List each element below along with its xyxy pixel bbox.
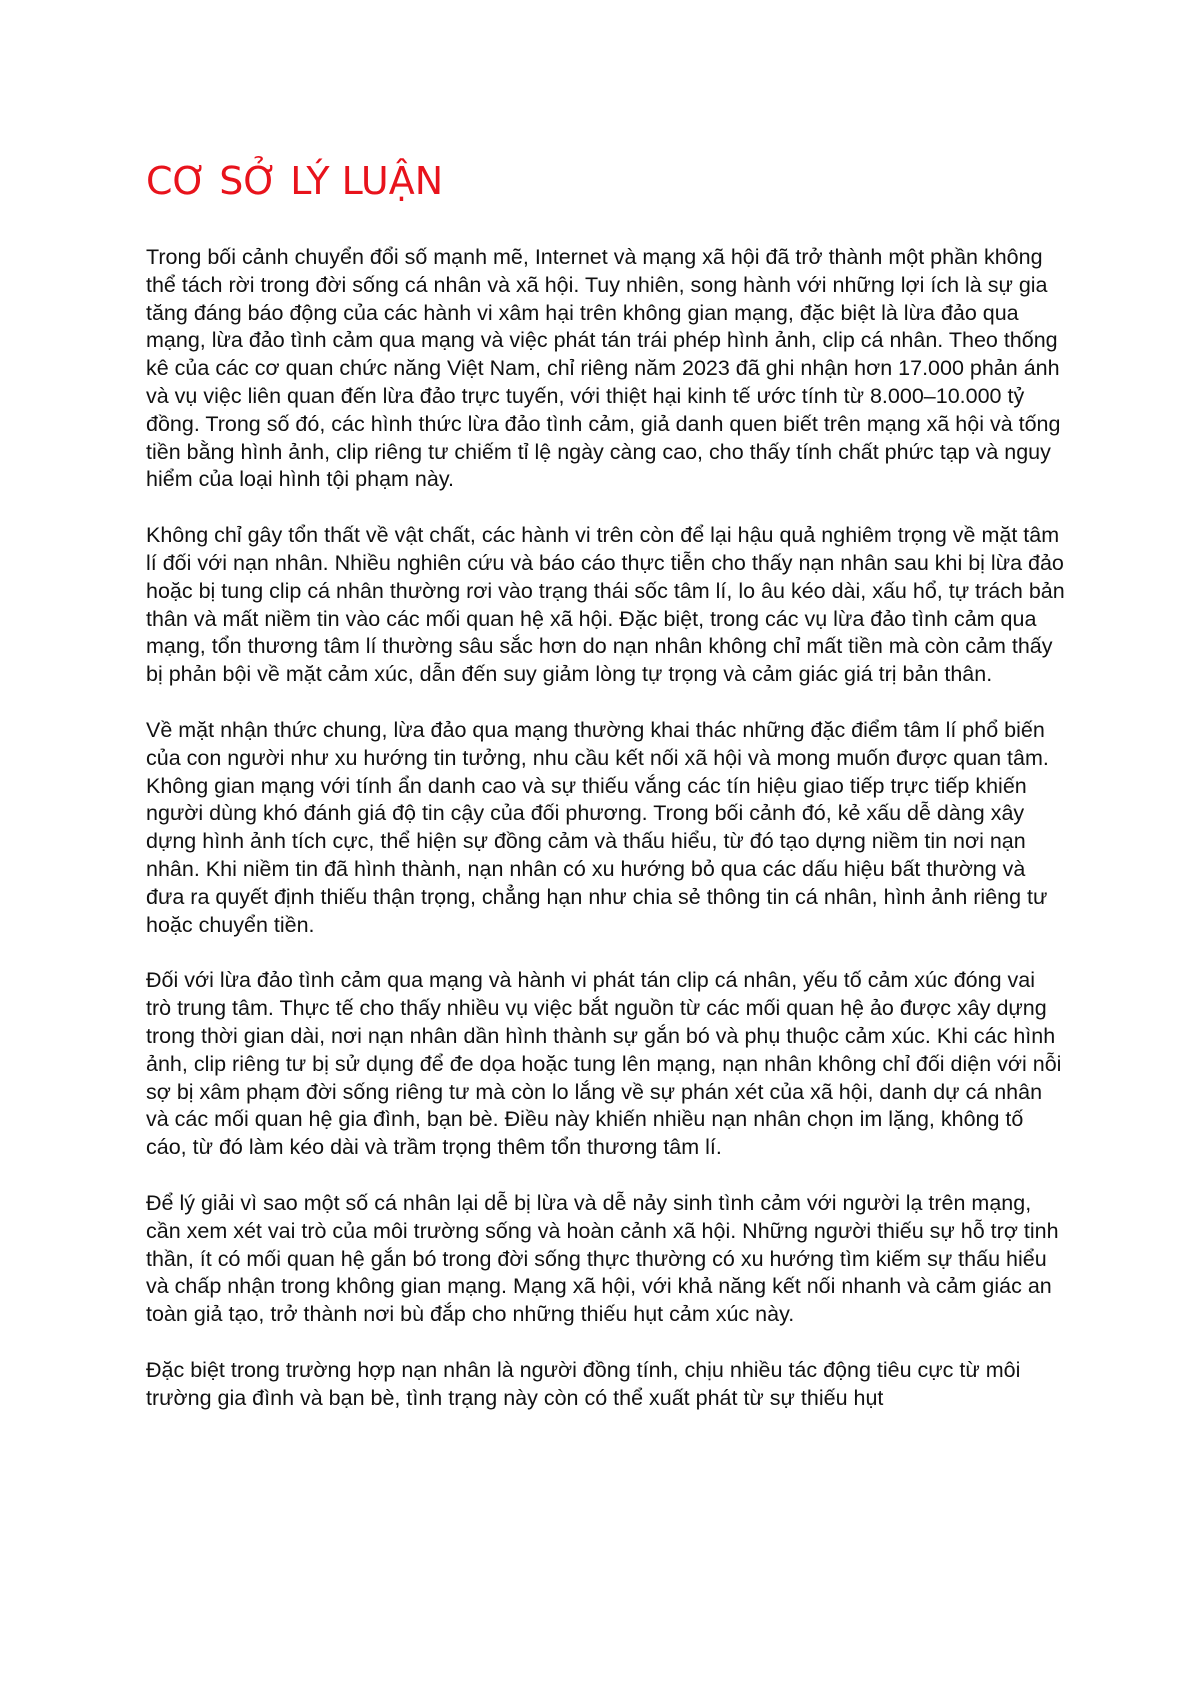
document-title: CƠ SỞ LÝ LUẬN	[146, 159, 444, 203]
paragraph: Đối với lừa đảo tình cảm qua mạng và hành vi phát tán clip cá nhân, yếu tố cảm xúc đóng vai trò trung tâm. Thực tế cho thấy nhiều vụ việc bắt nguồn từ các mối quan hệ ảo được xây dựng trong thời gian dài, nơi nạn nhân dần hình thành sự gắn bó và phụ thuộc cảm xúc. Khi các hình ảnh, clip riêng tư bị sử dụng để đe dọa hoặc tung lên mạng, nạn nhân không chỉ đối diện với nỗi sợ bị xâm phạm đời sống riêng tư mà còn lo lắng về sự phán xét của xã hội, danh dự cá nhân và các mối quan hệ gia đình, bạn bè. Điều này khiến nhiều nạn nhân chọn im lặng, không tố cáo, từ đó làm kéo dài và trầm trọng thêm tổn thương tâm lí.	[146, 968, 1062, 1160]
paragraph: Để lý giải vì sao một số cá nhân lại dễ bị lừa và dễ nảy sinh tình cảm với người lạ trên mạng, cần xem xét vai trò của môi trường sống và hoàn cảnh xã hội. Những người thiếu sự hỗ trợ tinh thần, ít có mối quan hệ gắn bó trong đời sống thực thường có xu hướng tìm kiếm sự thấu hiểu và chấp nhận trong không gian mạng. Mạng xã hội, với khả năng kết nối nhanh và cảm giác an toàn giả tạo, trở thành nơi bù đắp cho những thiếu hụt cảm xúc này.	[146, 1190, 1059, 1327]
document-body	[146, 244, 1066, 1440]
paragraph: Không chỉ gây tổn thất về vật chất, các hành vi trên còn để lại hậu quả nghiêm trọng về mặt tâm lí đối với nạn nhân. Nhiều nghiên cứu và báo cáo thực tiễn cho thấy nạn nhân sau khi bị lừa đảo hoặc bị tung clip cá nhân thường rơi vào trạng thái sốc tâm lí, lo âu kéo dài, xấu hổ, tự trách bản thân và mất niềm tin vào các mối quan hệ xã hội. Đặc biệt, trong các vụ lừa đảo tình cảm qua mạng, tổn thương tâm lí thường sâu sắc hơn do nạn nhân không chỉ mất tiền mà còn cảm thấy bị phản bội về mặt cảm xúc, dẫn đến suy giảm lòng tự trọng và cảm giác giá trị bản thân.	[146, 523, 1065, 687]
paragraph: Trong bối cảnh chuyển đổi số mạnh mẽ, Internet và mạng xã hội đã trở thành một phần không thể tách rời trong đời sống cá nhân và xã hội. Tuy nhiên, song hành với những lợi ích là sự gia tăng đáng báo động của các hành vi xâm hại trên không gian mạng, đặc biệt là lừa đảo qua mạng, lừa đảo tình cảm qua mạng và việc phát tán trái phép hình ảnh, clip cá nhân. Theo thống kê của các cơ quan chức năng Việt Nam, chỉ riêng năm 2023 đã ghi nhận hơn 17.000 phản ánh và vụ việc liên quan đến lừa đảo trực tuyến, với thiệt hại kinh tế ước tính từ 8.000–10.000 tỷ đồng. Trong số đó, các hình thức lừa đảo tình cảm, giả danh quen biết trên mạng xã hội và tống tiền bằng hình ảnh, clip riêng tư chiếm tỉ lệ ngày càng cao, cho thấy tính chất phức tạp và nguy hiểm của loại hình tội phạm này.	[146, 245, 1061, 492]
paragraph: Về mặt nhận thức chung, lừa đảo qua mạng thường khai thác những đặc điểm tâm lí phổ biến của con người như xu hướng tin tưởng, nhu cầu kết nối xã hội và mong muốn được quan tâm. Không gian mạng với tính ẩn danh cao và sự thiếu vắng các tín hiệu giao tiếp trực tiếp khiến người dùng khó đánh giá độ tin cậy của đối phương. Trong bối cảnh đó, kẻ xấu dễ dàng xây dựng hình ảnh tích cực, thể hiện sự đồng cảm và thấu hiểu, từ đó tạo dựng niềm tin nơi nạn nhân. Khi niềm tin đã hình thành, nạn nhân có xu hướng bỏ qua các dấu hiệu bất thường và đưa ra quyết định thiếu thận trọng, chẳng hạn như chia sẻ thông tin cá nhân, hình ảnh riêng tư hoặc chuyển tiền.	[146, 717, 1049, 937]
paragraph: Đặc biệt trong trường hợp nạn nhân là người đồng tính, chịu nhiều tác động tiêu cực từ môi trường gia đình và bạn bè, tình trạng này còn có thể xuất phát từ sự thiếu hụt	[146, 1357, 1021, 1410]
